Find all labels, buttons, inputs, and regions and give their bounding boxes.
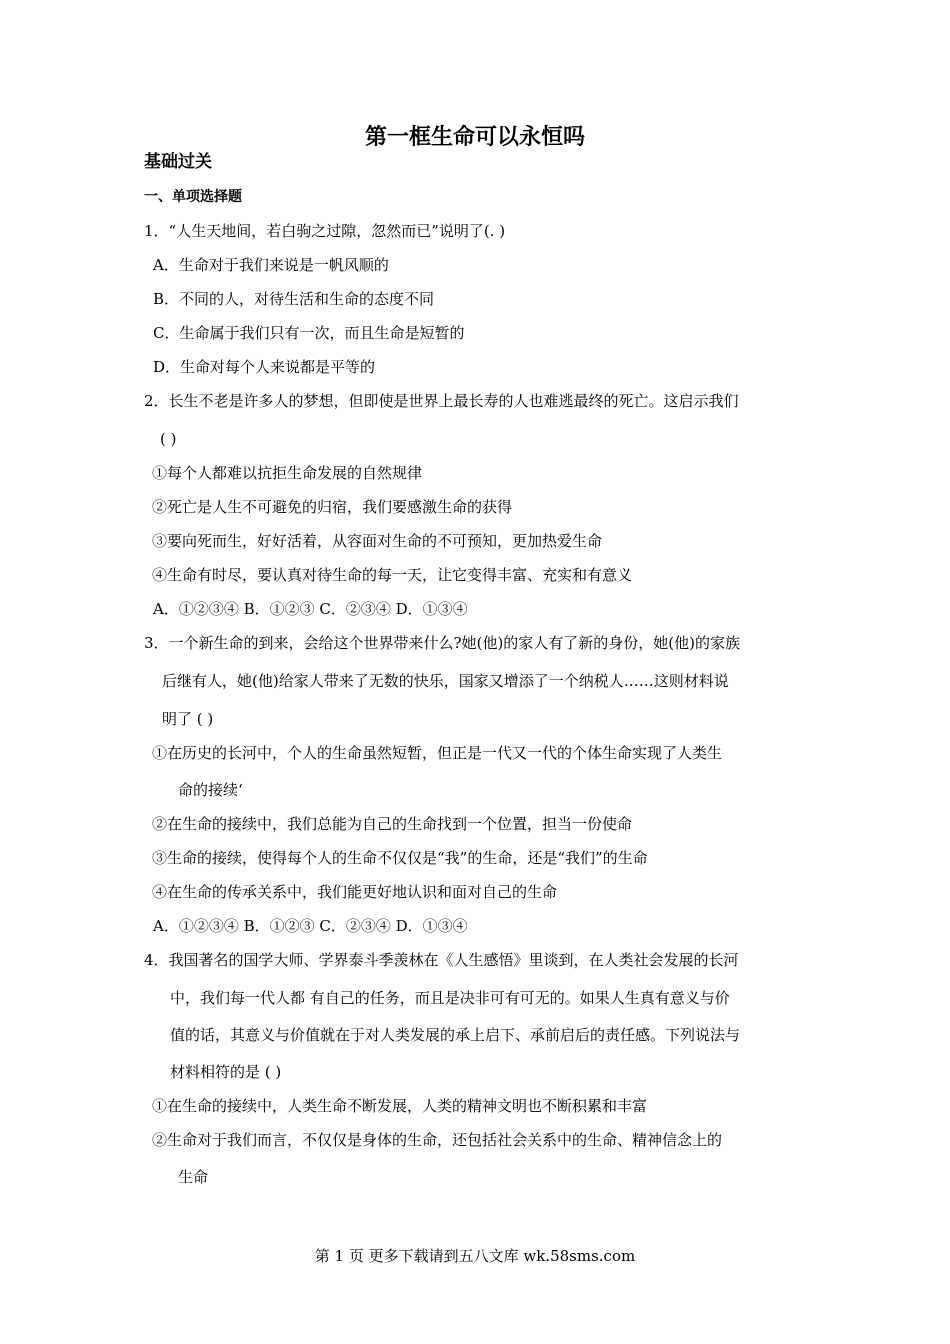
section-heading: 基础过关 [144, 152, 212, 172]
question-1-option-d: D．生命对每个人来说都是平等的 [153, 358, 376, 376]
question-2-statement-2: ②死亡是人生不可避免的归宿，我们要感激生命的获得 [152, 498, 513, 516]
question-3-statement-2: ②在生命的接续中，我们总能为自己的生命找到一个位置，担当一份使命 [152, 815, 633, 833]
page-title: 第一框生命可以永恒吗 [364, 125, 585, 150]
question-2-bracket: ( ) [160, 430, 177, 448]
question-2-statement-1: ①每个人都难以抗拒生命发展的自然规律 [152, 464, 423, 482]
question-1-option-a: A．生命对于我们来说是一帆风顺的 [153, 256, 389, 274]
question-3-statement-1: ①在历史的长河中，个人的生命虽然短暂，但正是一代又一代的个体生命实现了人类生 [152, 744, 723, 762]
question-2-choices: A．①②③④ B．①②③ C．②③④ D．①③④ [153, 600, 468, 618]
question-3-stem-line-3: 明了 ( ) [162, 710, 214, 728]
question-3-stem-line-2: 后继有人，她(他)给家人带来了无数的快乐，国家又增添了一个纳税人……这则材料说 [162, 672, 729, 690]
question-3-statement-4: ④在生命的传承关系中，我们能更好地认识和面对自己的生命 [152, 883, 558, 901]
question-4-stem-line-2: 中，我们每一代人都 有自己的任务，而且是决非可有可无的。如果人生真有意义与价 [170, 989, 730, 1007]
question-3-statement-1-cont: 命的接续‘ [178, 781, 243, 799]
question-3-statement-3: ③生命的接续，使得每个人的生命不仅仅是“我”的生命，还是“我们”的生命 [152, 849, 648, 867]
question-2-statement-4: ④生命有时尽，要认真对待生命的每一天，让它变得丰富、充实和有意义 [152, 566, 633, 584]
question-4-statement-2: ②生命对于我们而言，不仅仅是身体的生命，还包括社会关系中的生命、精神信念上的 [152, 1131, 723, 1149]
question-2-stem: 2．长生不老是许多人的梦想，但即使是世界上最长寿的人也难逃最终的死亡。这启示我们 [144, 392, 739, 410]
page-footer: 第 1 页 更多下载请到五八文库 wk.58sms.com [314, 1247, 636, 1265]
question-1-option-b: B．不同的人，对待生活和生命的态度不同 [153, 290, 435, 308]
question-4-statement-1: ①在生命的接续中，人类生命不断发展，人类的精神文明也不断积累和丰富 [152, 1097, 648, 1115]
question-1-option-c: C．生命属于我们只有一次，而且生命是短暂的 [153, 324, 465, 342]
question-4-stem-line-3: 值的话，其意义与价值就在于对人类发展的承上启下、承前启后的责任感。下列说法与 [170, 1026, 741, 1044]
question-4-stem: 4．我国著名的国学大师、学界泰斗季羡林在《人生感悟》里谈到，在人类社会发展的长河 [144, 951, 739, 969]
question-3-choices: A．①②③④ B．①②③ C．②③④ D．①③④ [153, 917, 468, 935]
question-4-stem-line-4: 材料相符的是 ( ) [170, 1063, 282, 1081]
subsection-heading: 一、单项选择题 [144, 189, 242, 205]
question-3-stem: 3．一个新生命的到来，会给这个世界带来什么?她(他)的家人有了新的身份，她(他)的家族 [144, 634, 740, 652]
question-4-statement-2-cont: 生命 [178, 1168, 209, 1186]
question-2-statement-3: ③要向死而生，好好活着，从容面对生命的不可预知，更加热爱生命 [152, 532, 603, 550]
question-1-stem: 1．“人生天地间，若白驹之过隙，忽然而已”说明了(. ) [144, 222, 506, 240]
